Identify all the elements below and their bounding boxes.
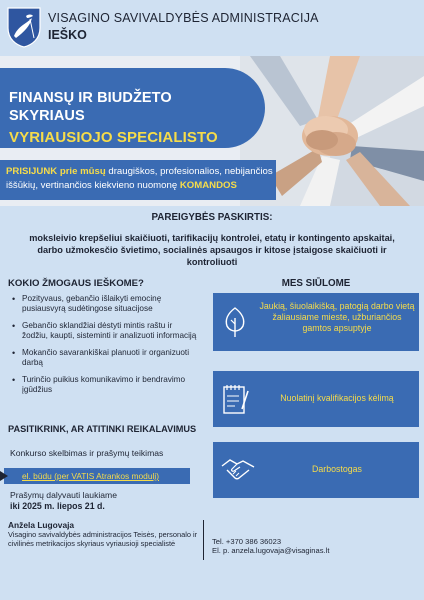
join-team-box (0, 160, 276, 200)
arrow-right-icon (0, 471, 8, 481)
duties-text: moksleivio krepšeliui skaičiuoti, tarifikacijų kontrolei, etatų ir kontingento apskaitai, darbo užmokesčio švietimo, socialinės apsaugos ir kitose įstaigose skaičiuoti ir kontroliuoti (29, 233, 395, 267)
footer-divider (203, 520, 204, 560)
offer-text: Nuolatinį kvalifikacijos kėlimą (280, 393, 394, 403)
duties-title: PAREIGYBĖS PASKIRTIS: (151, 212, 273, 223)
contact-name: Anželа Lugovaja (8, 520, 75, 530)
offer-card-workplace (213, 293, 419, 351)
seeks-label: IEŠKO (48, 28, 87, 42)
list-item: • Pozityvaus, gebančio išlaikyti emocinę pusiausvyrą sudėtingose situacijose (10, 294, 200, 314)
we-offer-title: MES SIŪLOME (281, 278, 351, 289)
job-title-line-2: SKYRIAUS (9, 108, 85, 124)
job-title-line-3: VYRIAUSIOJO SPECIALISTO (9, 129, 218, 146)
list-item: • Gebančio sklandžiai dėstyti mintis raštu ir žodžiu, kaupti, sisteminti ir analizuoti informaciją (10, 321, 200, 341)
hero-section (0, 56, 424, 206)
vatis-link-button[interactable] (4, 468, 190, 484)
job-title-line-1: FINANSŲ IR BIUDŽETO (9, 90, 172, 106)
requirements-title: PASITIKRINK, AR ATITINKI REIKALAVIMUS (8, 424, 197, 434)
contact-footer (0, 514, 424, 600)
notepad-icon (221, 383, 251, 415)
contact-email[interactable]: El. p. anzela.lugovaja@visaginas.lt (212, 546, 330, 555)
list-item: • Turinčio puikius komunikavimo ir bendravimo įgūdžius (10, 375, 200, 395)
deadline-text: Prašymų dalyvauti laukiame (10, 490, 117, 500)
join-team-text (6, 165, 274, 193)
join-team-word: KOMANDOS (179, 180, 237, 191)
crest-icon (6, 6, 42, 48)
join-highlight: PRISIJUNK prie mūsų (6, 166, 106, 177)
contact-phone[interactable]: Tel. +370 386 36023 (212, 537, 282, 546)
list-item: • Mokančio savarankiškai planuoti ir organizuoti darbą (10, 348, 200, 368)
vatis-link[interactable]: el. būdu (per VATIS Atrankos modulį) (22, 471, 160, 481)
offer-card-training (213, 371, 419, 427)
offer-card-leave (213, 442, 419, 498)
application-text: Konkurso skelbimas ir prašymų teikimas (10, 448, 164, 458)
job-title-band (0, 68, 265, 148)
contact-role: Visagino savivaldybės administracijos Teisės, personalo ir civilinės metrikacijos skyriaus vyriausioji specialistė (8, 530, 198, 548)
offer-text: Jaukią, šiuolaikišką, patogią darbo vietą žaliausiame mieste, užburiančios gamtos apsuptyje (259, 301, 415, 333)
organization-name: VISAGINO SAVIVALDYBĖS ADMINISTRACIJA (48, 11, 319, 25)
offer-text: Darbostogas (312, 464, 362, 474)
deadline-date: iki 2025 m. liepos 21 d. (10, 501, 105, 511)
join-body: draugiškos, profesionalios, nebijančios iššūkių, vertinančios kiekvieno nuomonę (6, 166, 273, 191)
candidate-qualities-list (10, 294, 200, 401)
header (0, 0, 424, 56)
who-we-seek-title: KOKIO ŽMOGAUS IEŠKOME? (8, 278, 144, 289)
tree-icon (221, 306, 249, 338)
handshake-icon (221, 456, 255, 484)
